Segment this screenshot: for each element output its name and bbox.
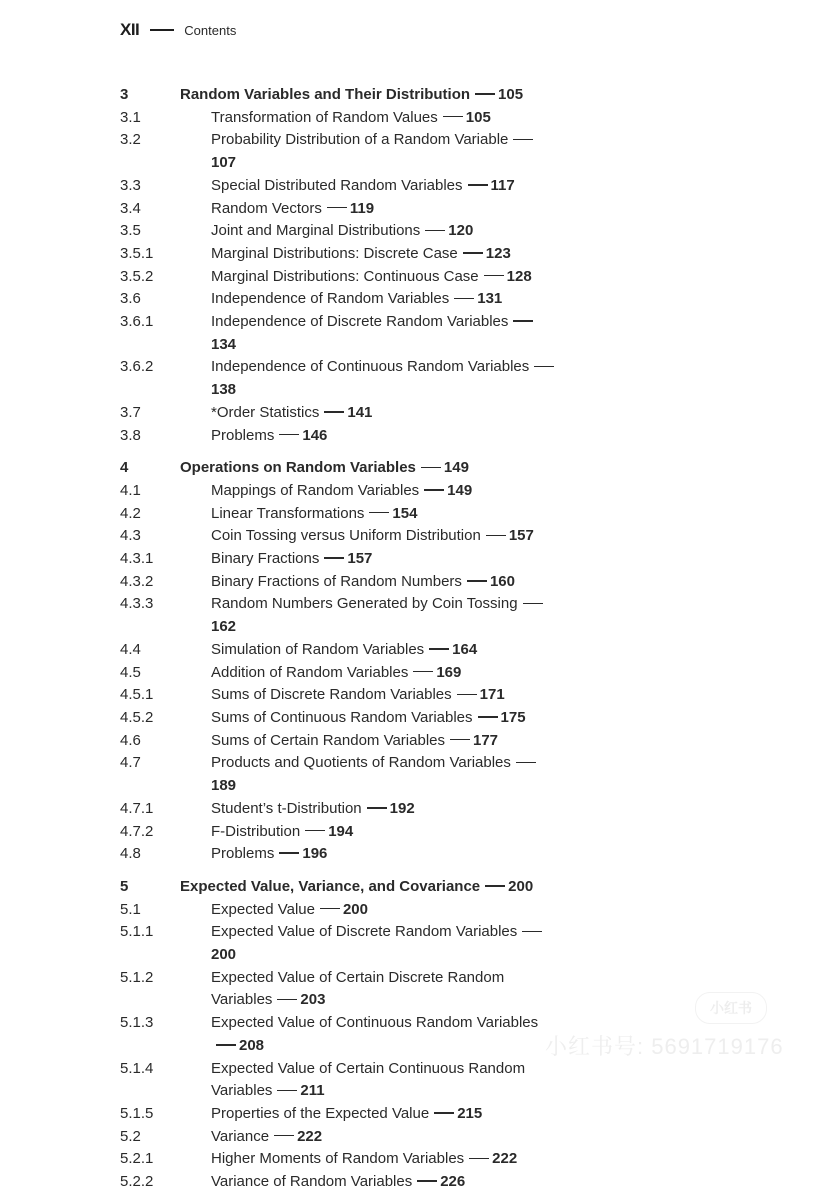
entry-page: 105: [498, 86, 524, 103]
entry-page: 189: [211, 777, 237, 795]
section-entry[interactable]: [120, 288, 720, 311]
entry-title: Independence of Discrete Random Variables: [211, 313, 509, 331]
entry-title: Coin Tossing versus Uniform Distribution: [211, 527, 481, 545]
leader-dash: [468, 184, 488, 186]
entry-title: Variance: [211, 1127, 270, 1145]
entry-title: F-Distribution: [211, 822, 301, 840]
leader-dash: [443, 116, 463, 118]
entry-title: Operations on Random Variables: [180, 459, 416, 477]
leader-dash: [327, 207, 347, 209]
section-entry[interactable]: [120, 107, 720, 130]
entry-title: Sums of Discrete Random Variables: [211, 686, 452, 704]
entry-page: 192: [389, 799, 415, 817]
section-entry[interactable]: [120, 402, 720, 425]
entry-number: 3.5: [120, 222, 141, 240]
leader-dash: [277, 999, 297, 1001]
leader-dash: [516, 762, 536, 764]
entry-title: Marginal Distributions: Continuous Case: [211, 267, 479, 285]
entry-page: 222: [492, 1150, 518, 1168]
entry-page: 203: [300, 991, 326, 1009]
entry-number: 3.6.1: [120, 313, 154, 331]
watermark-logo: 小红书: [695, 992, 767, 1024]
section-entry[interactable]: [120, 821, 720, 844]
entry-title: Joint and Marginal Distributions: [211, 222, 421, 240]
entry-title: Transformation of Random Values: [211, 108, 438, 126]
entry-title: Expected Value of Discrete Random Variables: [211, 923, 518, 941]
leader-dash: [513, 320, 533, 322]
entry-number: 3.5.2: [120, 267, 154, 285]
entry-number: 4.3.3: [120, 595, 154, 613]
entry-number: 3.2: [120, 131, 141, 149]
section-entry[interactable]: [120, 684, 720, 707]
entry-number: 4.5: [120, 663, 141, 681]
entry-page: 149: [443, 459, 469, 477]
section-entry[interactable]: [120, 752, 720, 797]
leader-dash: [367, 807, 387, 809]
entry-number: 3.5.1: [120, 244, 154, 262]
entry-page: 141: [347, 403, 373, 421]
entry-page: 157: [508, 527, 534, 545]
page-number: XII: [120, 20, 140, 39]
leader-dash: [277, 1090, 297, 1092]
entry-page: 146: [302, 426, 328, 444]
entry-page: 120: [448, 222, 474, 240]
entry-number: 5.1.3: [120, 1014, 154, 1032]
leader-dash: [324, 411, 344, 413]
entry-title: Expected Value of Certain Continuous Random Variables: [211, 1059, 526, 1100]
leader-dash: [279, 852, 299, 854]
entry-title: Sums of Certain Random Variables: [211, 731, 445, 749]
entry-page: 226: [440, 1173, 466, 1191]
entry-page: 149: [447, 481, 473, 499]
leader-dash: [424, 489, 444, 491]
entry-page: 123: [485, 244, 511, 262]
entry-page: 107: [211, 154, 237, 172]
entry-title: Properties of the Expected Value: [211, 1104, 430, 1122]
entry-title: *Order Statistics: [211, 403, 320, 421]
entry-title: Binary Fractions: [211, 550, 320, 568]
entry-title: Probability Distribution of a Random Variable: [211, 131, 509, 149]
section-entry[interactable]: [120, 843, 720, 866]
entry-page: 208: [239, 1036, 265, 1054]
entry-page: 177: [473, 731, 499, 749]
entry-page: 164: [452, 640, 478, 658]
section-entry[interactable]: [120, 1126, 720, 1149]
leader-dash: [484, 275, 504, 277]
entry-title: Higher Moments of Random Variables: [211, 1150, 465, 1168]
entry-page: 211: [300, 1082, 325, 1100]
section-entry[interactable]: [120, 1103, 720, 1126]
entry-page: 105: [465, 108, 491, 126]
section-entry[interactable]: [120, 967, 720, 1012]
header-title: Contents: [184, 22, 237, 38]
entry-number: 5.1.2: [120, 968, 154, 986]
entry-title: Expected Value of Continuous Random Variables: [211, 1014, 539, 1032]
running-header: [120, 20, 236, 40]
section-entry[interactable]: [120, 639, 720, 662]
entry-number: 5.1.4: [120, 1059, 154, 1077]
entry-number: 4: [120, 459, 129, 477]
entry-number: 3: [120, 86, 129, 103]
entry-page: 200: [342, 900, 368, 918]
leader-dash: [417, 1180, 437, 1182]
leader-dash: [485, 885, 505, 887]
leader-dash: [463, 252, 483, 254]
entry-page: 117: [490, 176, 515, 194]
chapter-entry[interactable]: [120, 84, 720, 107]
section-entry[interactable]: [120, 707, 720, 730]
entry-number: 4.1: [120, 481, 141, 499]
section-entry[interactable]: [120, 175, 720, 198]
entry-title: Independence of Continuous Random Variables: [211, 358, 530, 376]
leader-dash: [216, 1044, 236, 1046]
leader-dash: [279, 434, 299, 436]
entry-number: 4.2: [120, 504, 141, 522]
leader-dash: [305, 830, 325, 832]
watermark-id: 小红书号: 5691719176: [545, 1034, 784, 1059]
entry-page: 196: [302, 845, 328, 863]
section-entry[interactable]: [120, 311, 720, 356]
entry-number: 4.3.2: [120, 572, 154, 590]
entry-title: Expected Value, Variance, and Covariance: [180, 877, 481, 895]
section-entry[interactable]: [120, 220, 720, 243]
section-entry[interactable]: [120, 243, 720, 266]
section-entry[interactable]: [120, 266, 720, 289]
chapter-entry[interactable]: [120, 457, 720, 480]
section-entry[interactable]: [120, 798, 720, 821]
entry-page: 194: [328, 822, 354, 840]
header-dash: [150, 29, 174, 31]
leader-dash: [457, 694, 477, 696]
entry-number: 4.7: [120, 754, 141, 772]
entry-page: 128: [506, 267, 532, 285]
entry-title: Products and Quotients of Random Variables: [211, 754, 511, 772]
entry-title: Problems: [211, 426, 275, 444]
entry-number: 3.1: [120, 108, 141, 126]
section-entry[interactable]: [120, 1148, 720, 1171]
section-entry[interactable]: [120, 662, 720, 685]
entry-number: 5.1.1: [120, 923, 154, 941]
section-entry[interactable]: [120, 921, 720, 966]
entry-number: 3.4: [120, 199, 141, 217]
entry-number: 5.1.5: [120, 1104, 154, 1122]
entry-title: Student’s t-Distribution: [211, 799, 362, 817]
entry-title: Variance of Random Variables: [211, 1173, 413, 1191]
entry-page: 119: [349, 199, 375, 217]
leader-dash: [320, 908, 340, 910]
leader-dash: [469, 1158, 489, 1160]
entry-title: Random Vectors: [211, 199, 322, 217]
entry-page: 131: [477, 290, 503, 308]
entry-number: 4.7.2: [120, 822, 154, 840]
section-entry[interactable]: [120, 356, 720, 401]
entry-number: 4.3: [120, 527, 141, 545]
entry-title: Simulation of Random Variables: [211, 640, 425, 658]
section-entry[interactable]: [120, 548, 720, 571]
entry-page: 162: [211, 618, 237, 636]
entry-title: Sums of Continuous Random Variables: [211, 708, 473, 726]
section-entry[interactable]: [120, 198, 720, 221]
chapter-block: [120, 84, 720, 447]
entry-number: 4.5.2: [120, 708, 154, 726]
section-entry[interactable]: [120, 1058, 720, 1103]
entry-page: 169: [436, 663, 462, 681]
entry-title: Linear Transformations: [211, 504, 365, 522]
leader-dash: [522, 931, 542, 933]
entry-number: 4.3.1: [120, 550, 154, 568]
entry-page: 154: [392, 504, 418, 522]
section-entry[interactable]: [120, 129, 720, 174]
leader-dash: [369, 512, 389, 514]
entry-number: 3.3: [120, 176, 141, 194]
entry-page: 134: [211, 335, 237, 353]
entry-number: 5.2: [120, 1127, 141, 1145]
entry-page: 222: [297, 1127, 323, 1145]
leader-dash: [413, 671, 433, 673]
leader-dash: [429, 648, 449, 650]
section-entry[interactable]: [120, 571, 720, 594]
entry-number: 4.5.1: [120, 686, 154, 704]
entry-page: 160: [489, 572, 515, 590]
entry-title: Random Variables and Their Distribution: [180, 86, 471, 103]
entry-number: 4.7.1: [120, 799, 154, 817]
entry-title: Expected Value: [211, 900, 315, 918]
entry-title: Special Distributed Random Variables: [211, 176, 463, 194]
entry-title: Independence of Random Variables: [211, 290, 450, 308]
leader-dash: [274, 1135, 294, 1137]
leader-dash: [421, 467, 441, 469]
leader-dash: [534, 366, 554, 368]
entry-number: 4.6: [120, 731, 141, 749]
entry-number: 5.1: [120, 900, 141, 918]
entry-number: 5: [120, 877, 129, 895]
entry-page: 175: [500, 708, 526, 726]
entry-page: 200: [508, 877, 534, 895]
section-entry[interactable]: [120, 730, 720, 753]
leader-dash: [523, 603, 543, 605]
entry-page: 171: [479, 686, 505, 704]
leader-dash: [450, 739, 470, 741]
chapter-entry[interactable]: [120, 876, 720, 899]
entry-number: 3.7: [120, 403, 141, 421]
entry-title: Problems: [211, 845, 275, 863]
entry-number: 4.4: [120, 640, 141, 658]
entry-number: 3.6: [120, 290, 141, 308]
entry-number: 5.2.1: [120, 1150, 154, 1168]
leader-dash: [324, 557, 344, 559]
leader-dash: [486, 535, 506, 537]
leader-dash: [454, 298, 474, 300]
entry-number: 5.2.2: [120, 1173, 154, 1191]
entry-title: Binary Fractions of Random Numbers: [211, 572, 462, 590]
section-entry[interactable]: [120, 899, 720, 922]
entry-page: 138: [211, 381, 237, 399]
entry-page: 157: [347, 550, 373, 568]
leader-dash: [425, 230, 445, 232]
entry-number: 3.8: [120, 426, 141, 444]
section-entry[interactable]: [120, 480, 720, 503]
entry-page: 200: [211, 946, 237, 964]
entry-page: 215: [457, 1104, 483, 1122]
chapter-block: [120, 457, 720, 866]
entry-number: 3.6.2: [120, 358, 154, 376]
entry-title: Addition of Random Variables: [211, 663, 409, 681]
entry-title: Mappings of Random Variables: [211, 481, 420, 499]
leader-dash: [467, 580, 487, 582]
leader-dash: [434, 1112, 454, 1114]
entry-title: Expected Value of Certain Discrete Random Variables: [211, 968, 505, 1009]
leader-dash: [478, 716, 498, 718]
section-entry[interactable]: [120, 425, 720, 448]
section-entry[interactable]: [120, 525, 720, 548]
leader-dash: [475, 93, 495, 95]
section-entry[interactable]: [120, 593, 720, 638]
leader-dash: [513, 139, 533, 141]
entry-title: Random Numbers Generated by Coin Tossing: [211, 595, 518, 613]
section-entry[interactable]: [120, 503, 720, 526]
section-entry[interactable]: [120, 1171, 720, 1194]
entry-title: Marginal Distributions: Discrete Case: [211, 244, 458, 262]
entry-number: 4.8: [120, 845, 141, 863]
